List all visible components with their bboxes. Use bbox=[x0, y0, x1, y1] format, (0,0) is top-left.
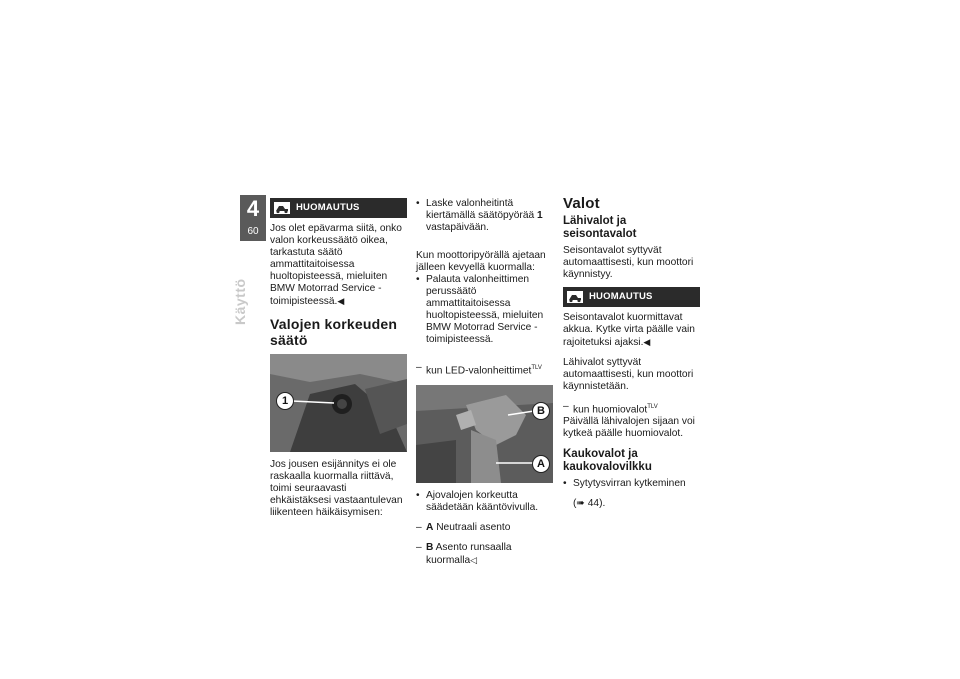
motorcycle-warning-icon bbox=[567, 291, 583, 303]
bullet-item: • Sytytysvirran kytkeminen bbox=[563, 478, 700, 490]
column-3 bbox=[563, 196, 700, 510]
dash-item: – B Asento runsaalla kuormalla◁ bbox=[416, 542, 553, 567]
dash-item: – A Neutraali asento bbox=[416, 522, 553, 534]
callout-1: 1 bbox=[276, 392, 294, 410]
column-1 bbox=[270, 198, 407, 527]
paragraph: Lähivalot syttyvät automaattisesti, kun moottori käynnistetään. bbox=[563, 357, 694, 392]
bullet-item: • Palauta valonheittimen perussäätö ammattitaitoisessa huoltopisteessä, mieluiten BMW Motorrad Service -toimipisteessä. bbox=[416, 274, 553, 346]
bullet-item: • Ajovalojen korkeutta säädetään kääntövivulla. bbox=[416, 490, 553, 514]
callout-a: A bbox=[532, 455, 550, 473]
column-2 bbox=[416, 198, 553, 575]
note-label: HUOMAUTUS bbox=[589, 291, 653, 302]
note-text: Seisontavalot kuormittavat akkua. Kytke virta päälle vain rajoitetuksi ajaksi.◀ bbox=[563, 312, 695, 348]
bullet-item: • Laske valonheitintä kiertämällä säätöpyörää 1 vastapäivään. bbox=[416, 198, 553, 234]
note-text: Jos olet epävarma siitä, onko valon korkeussäätö oikea, tarkastuta säätö ammattitaitoisessa huoltopisteessä, mieluiten BMW Motorrad Service -toimipisteessä.◀ bbox=[270, 223, 402, 307]
paragraph: Seisontavalot syttyvät automaattisesti, kun moottori käynnistyy. bbox=[563, 245, 694, 280]
note-header bbox=[563, 287, 700, 307]
chapter-number: 4 bbox=[246, 196, 260, 221]
dash-item: – kun huomiovalot$^{TLV}$ bbox=[563, 401, 700, 416]
motorcycle-warning-icon bbox=[274, 202, 290, 214]
paragraph: Jos jousen esijännitys ei ole raskaalla kuormalla riittävä, toimi seuraavasti ehkäistäksesi vastaantulevan liikenteen häikäisymisen: bbox=[270, 459, 403, 518]
lever-figure bbox=[416, 385, 553, 483]
paragraph: Päivällä lähivalojen sijaan voi kytkeä päälle huomiovalot. bbox=[563, 416, 695, 440]
callout-b: B bbox=[532, 402, 550, 420]
page-reference: (➠ 44). bbox=[573, 498, 606, 510]
headlight-adjuster-figure bbox=[270, 354, 407, 452]
note-label: HUOMAUTUS bbox=[296, 202, 360, 213]
section-heading: Valojen korkeuden säätö bbox=[270, 316, 398, 348]
note-header bbox=[270, 198, 407, 218]
subsection-heading: Kaukovalot ja kaukovalovilkku bbox=[563, 448, 652, 474]
dash-item: – kun LED-valonheittimet$^{TLV}$ bbox=[416, 362, 553, 377]
section-title: Valot bbox=[563, 195, 600, 212]
chapter-title: Käyttö bbox=[232, 278, 248, 325]
page-number: 60 bbox=[247, 226, 259, 237]
paragraph: Kun moottoripyörällä ajetaan jälleen kevyellä kuormalla: bbox=[416, 250, 546, 273]
subsection-heading: Lähivalot ja seisontavalot bbox=[563, 215, 637, 240]
